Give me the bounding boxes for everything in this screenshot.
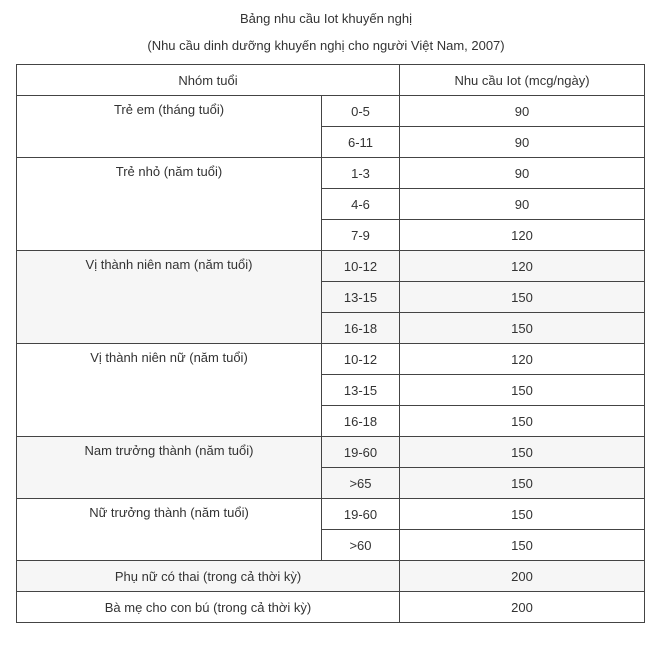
age-range-cell: 19-60 xyxy=(322,499,400,530)
age-range-cell: 10-12 xyxy=(322,344,400,375)
iodine-value-cell: 120 xyxy=(400,251,645,282)
iodine-value-cell: 200 xyxy=(400,592,645,623)
special-group-label: Phụ nữ có thai (trong cả thời kỳ) xyxy=(17,561,400,592)
table-row xyxy=(17,158,645,189)
age-group-label: Trẻ em (tháng tuổi) xyxy=(17,96,322,158)
table-header-row xyxy=(17,65,645,96)
table-row xyxy=(17,561,645,592)
age-range-cell: >60 xyxy=(322,530,400,561)
table-row xyxy=(17,499,645,530)
iodine-value-cell: 150 xyxy=(400,282,645,313)
special-group-label: Bà mẹ cho con bú (trong cả thời kỳ) xyxy=(17,592,400,623)
table-title: Bảng nhu cầu Iot khuyến nghị xyxy=(239,11,413,26)
age-range-cell: 16-18 xyxy=(322,406,400,437)
age-range-cell: 1-3 xyxy=(322,158,400,189)
age-range-cell: 0-5 xyxy=(322,96,400,127)
age-group-label: Nam trưởng thành (năm tuổi) xyxy=(17,437,322,499)
iodine-value-cell: 150 xyxy=(400,530,645,561)
age-range-cell: 7-9 xyxy=(322,220,400,251)
age-range-cell: 4-6 xyxy=(322,189,400,220)
header-iodine-need: Nhu cầu Iot (mcg/ngày) xyxy=(400,65,645,96)
age-range-cell: 19-60 xyxy=(322,437,400,468)
age-range-cell: 16-18 xyxy=(322,313,400,344)
age-group-label: Vị thành niên nữ (năm tuổi) xyxy=(17,344,322,437)
iodine-value-cell: 150 xyxy=(400,375,645,406)
age-range-cell: 13-15 xyxy=(322,282,400,313)
age-range-cell: 10-12 xyxy=(322,251,400,282)
table-row xyxy=(17,96,645,127)
iodine-value-cell: 120 xyxy=(400,220,645,251)
age-range-cell: 6-11 xyxy=(322,127,400,158)
age-group-label: Nữ trưởng thành (năm tuổi) xyxy=(17,499,322,561)
iodine-value-cell: 150 xyxy=(400,499,645,530)
table-row xyxy=(17,251,645,282)
table-subtitle: (Nhu cầu dinh dưỡng khuyến nghị cho người Việt Nam, 2007) xyxy=(147,38,505,53)
iodine-value-cell: 200 xyxy=(400,561,645,592)
age-range-cell: >65 xyxy=(322,468,400,499)
iodine-value-cell: 150 xyxy=(400,437,645,468)
iodine-value-cell: 90 xyxy=(400,127,645,158)
iodine-value-cell: 90 xyxy=(400,96,645,127)
table-row xyxy=(17,344,645,375)
iodine-value-cell: 90 xyxy=(400,158,645,189)
age-group-label: Vị thành niên nam (năm tuổi) xyxy=(17,251,322,344)
iodine-value-cell: 150 xyxy=(400,313,645,344)
age-group-label: Trẻ nhỏ (năm tuổi) xyxy=(17,158,322,251)
iodine-value-cell: 90 xyxy=(400,189,645,220)
table-row xyxy=(17,437,645,468)
table-row xyxy=(17,592,645,623)
iodine-value-cell: 120 xyxy=(400,344,645,375)
header-age-group: Nhóm tuổi xyxy=(17,65,400,96)
iodine-requirements-table xyxy=(16,64,645,623)
iodine-value-cell: 150 xyxy=(400,406,645,437)
iodine-value-cell: 150 xyxy=(400,468,645,499)
age-range-cell: 13-15 xyxy=(322,375,400,406)
